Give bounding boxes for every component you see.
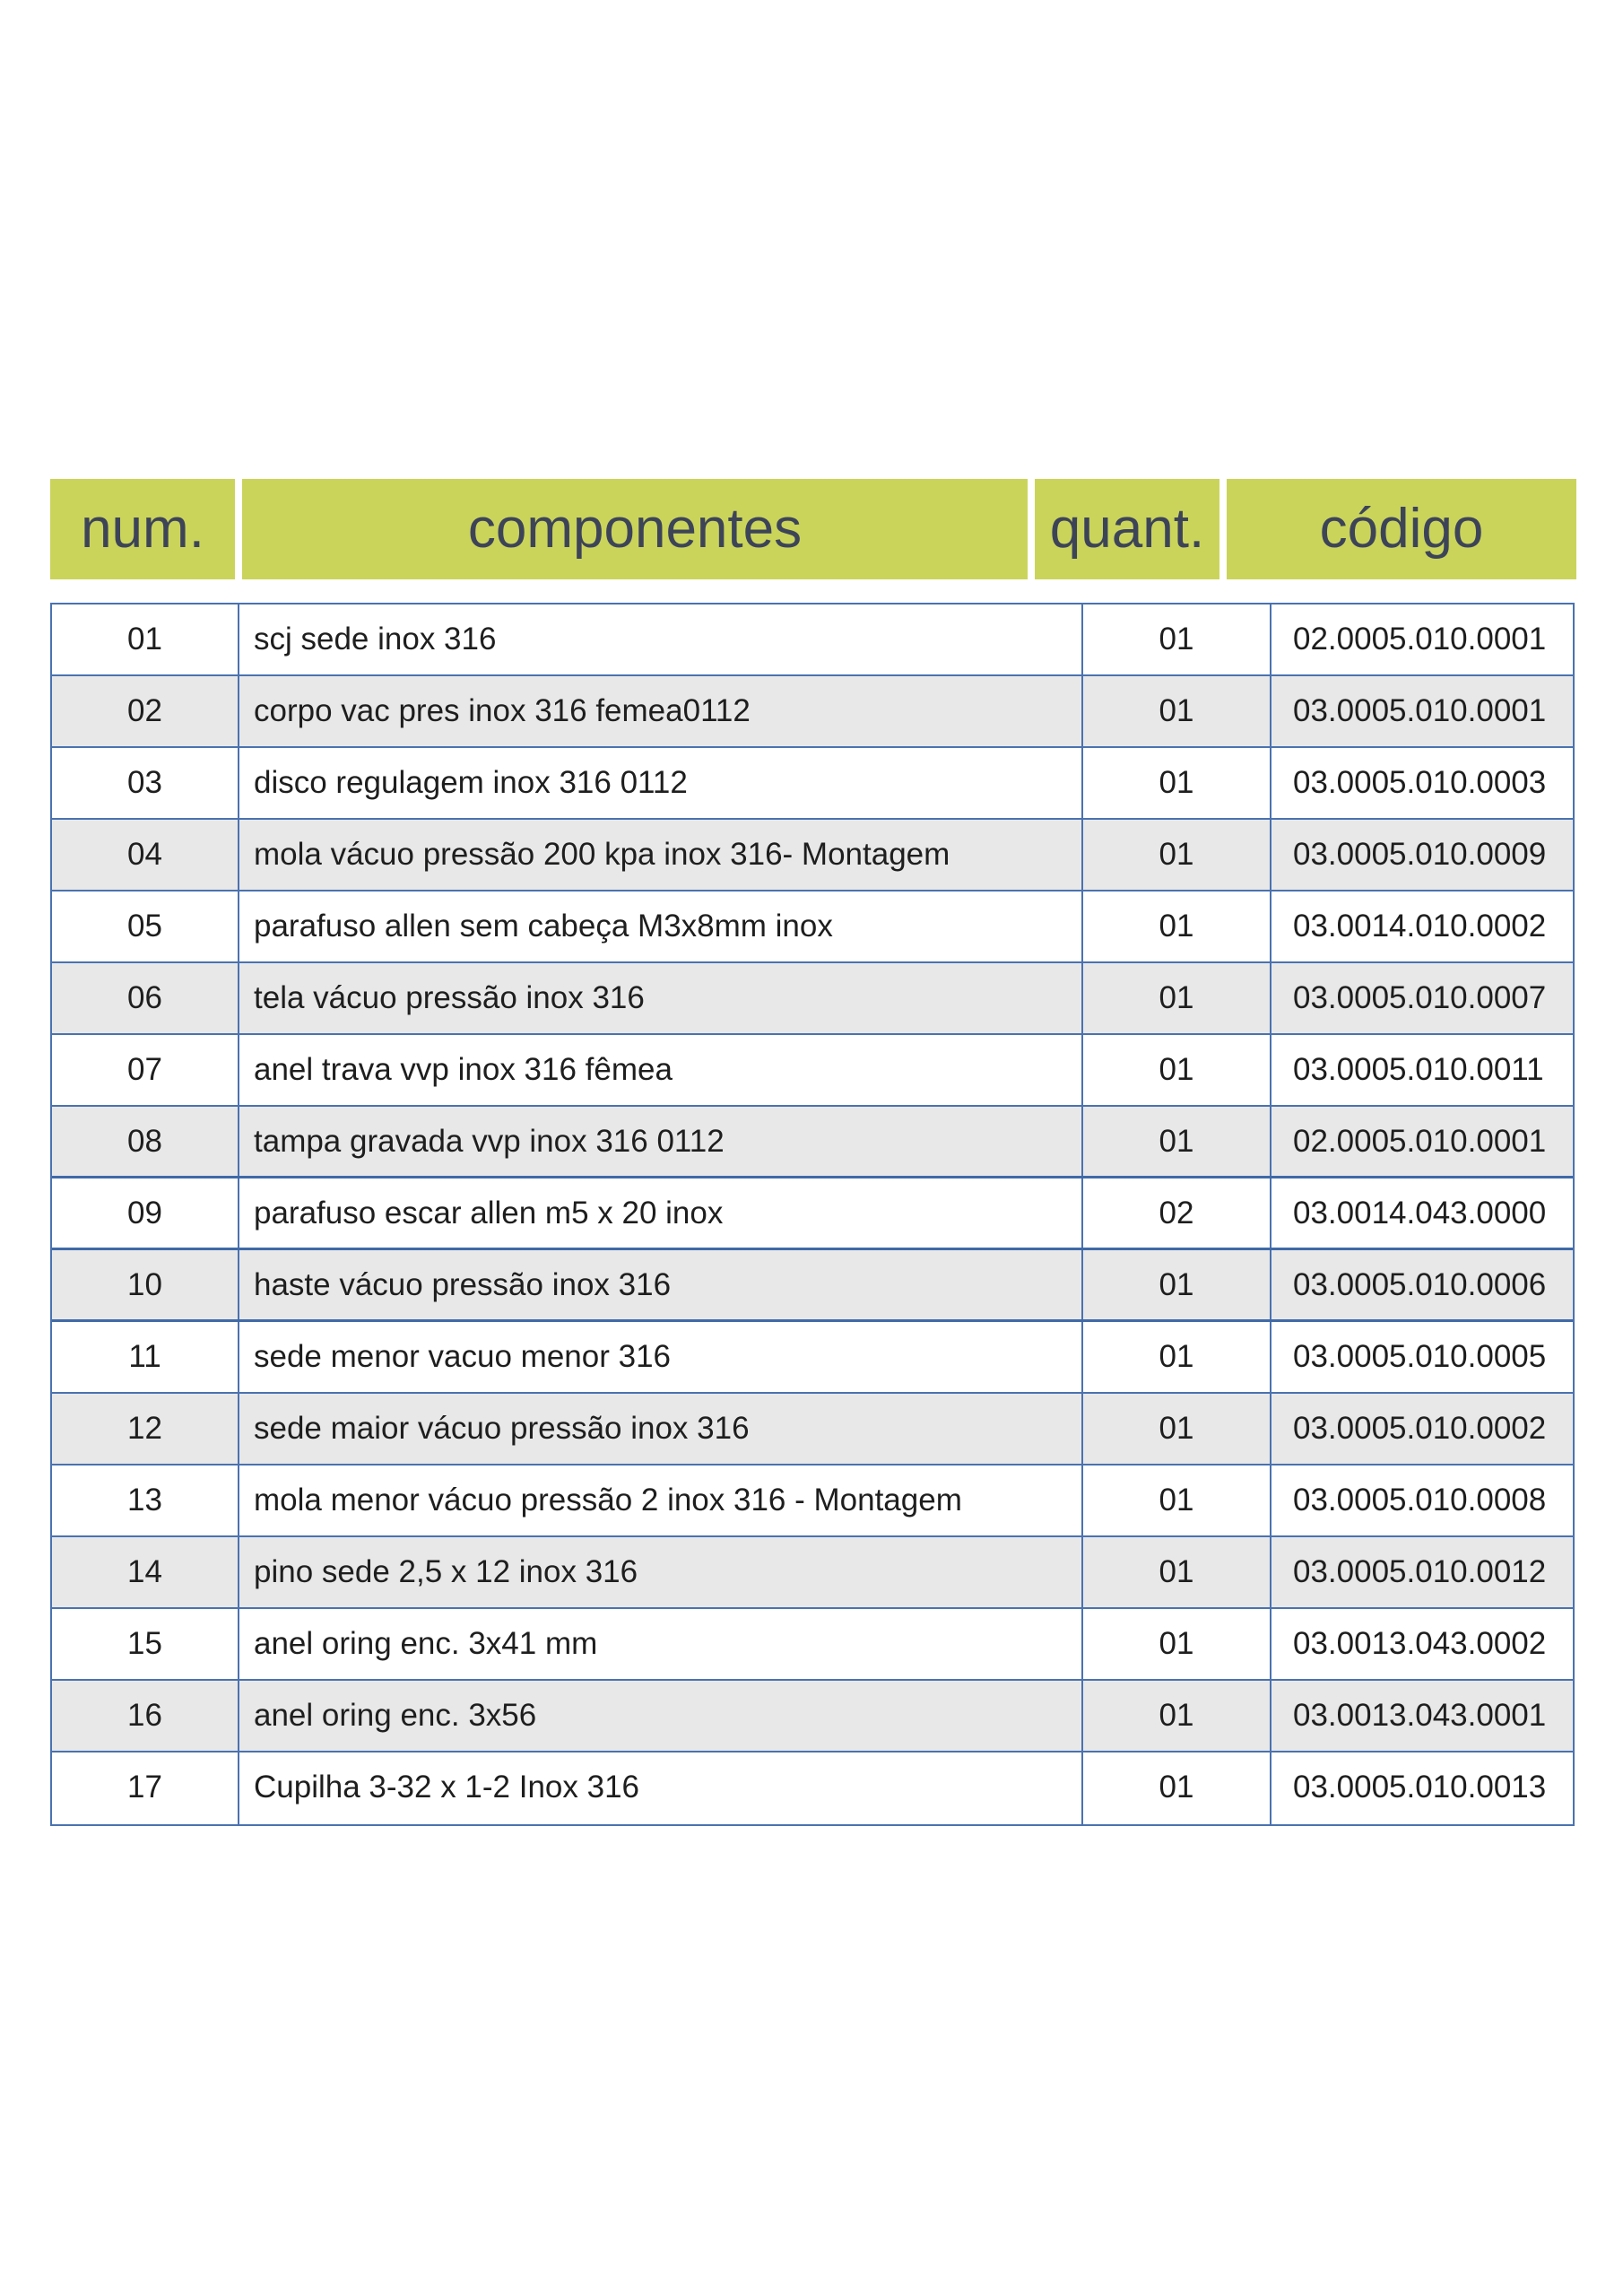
cell-componente: corpo vac pres inox 316 femea0112 xyxy=(239,676,1083,746)
cell-codigo: 03.0013.043.0002 xyxy=(1293,1626,1547,1661)
cell-num: 17 xyxy=(52,1752,239,1824)
cell-componente: sede menor vacuo menor 316 xyxy=(239,1322,1083,1392)
cell-quant: 01 xyxy=(1083,1107,1271,1176)
cell-componente: anel trava vvp inox 316 fêmea xyxy=(239,1035,1083,1105)
cell-codigo: 03.0005.010.0013 xyxy=(1293,1770,1547,1805)
cell-codigo: 03.0005.010.0002 xyxy=(1293,1411,1547,1446)
cell-num: 09 xyxy=(52,1178,239,1248)
cell-quant: 01 xyxy=(1083,1322,1271,1392)
cell-codigo: 02.0005.010.0001 xyxy=(1293,1124,1547,1159)
cell-num: 03 xyxy=(52,748,239,818)
cell-codigo: 03.0013.043.0001 xyxy=(1293,1698,1547,1733)
cell-componente: tampa gravada vvp inox 316 0112 xyxy=(239,1107,1083,1176)
cell-codigo: 02.0005.010.0001 xyxy=(1293,622,1547,657)
cell-codigo: 03.0005.010.0003 xyxy=(1293,765,1547,800)
cell-quant: 01 xyxy=(1083,1035,1271,1105)
cell-num: 02 xyxy=(52,676,239,746)
cell-quant: 01 xyxy=(1083,1752,1271,1824)
cell-quant: 01 xyxy=(1083,820,1271,890)
cell-quant: 01 xyxy=(1083,1537,1271,1607)
components-table xyxy=(50,603,1575,1826)
cell-componente: disco regulagem inox 316 0112 xyxy=(239,748,1083,818)
cell-num: 07 xyxy=(52,1035,239,1105)
cell-componente: scj sede inox 316 xyxy=(239,604,1083,674)
table-header xyxy=(50,479,1576,579)
cell-componente: parafuso allen sem cabeça M3x8mm inox xyxy=(239,891,1083,961)
cell-componente: anel oring enc. 3x41 mm xyxy=(239,1609,1083,1679)
table-row xyxy=(52,1465,1573,1537)
cell-num: 11 xyxy=(52,1322,239,1392)
table-row xyxy=(52,1035,1573,1107)
table-row xyxy=(52,1752,1573,1824)
table-row xyxy=(52,676,1573,748)
cell-codigo: 03.0014.043.0000 xyxy=(1293,1196,1547,1231)
cell-codigo: 03.0005.010.0005 xyxy=(1293,1339,1547,1374)
cell-num: 08 xyxy=(52,1107,239,1176)
cell-codigo: 03.0005.010.0009 xyxy=(1293,837,1547,872)
cell-componente: parafuso escar allen m5 x 20 inox xyxy=(239,1178,1083,1248)
header-num: num. xyxy=(50,479,235,579)
cell-codigo: 03.0005.010.0007 xyxy=(1293,980,1547,1015)
cell-num: 06 xyxy=(52,963,239,1033)
cell-quant: 01 xyxy=(1083,1609,1271,1679)
table-row xyxy=(52,1107,1573,1178)
table-row xyxy=(52,1681,1573,1752)
cell-componente: sede maior vácuo pressão inox 316 xyxy=(239,1394,1083,1464)
table-row xyxy=(52,1322,1573,1394)
header-componentes: componentes xyxy=(242,479,1028,579)
table-row xyxy=(52,891,1573,963)
cell-num: 13 xyxy=(52,1465,239,1535)
cell-quant: 01 xyxy=(1083,1681,1271,1751)
table-row xyxy=(52,1609,1573,1681)
cell-codigo: 03.0005.010.0011 xyxy=(1293,1052,1544,1087)
table-row xyxy=(52,1178,1573,1250)
table-row xyxy=(52,963,1573,1035)
header-quant: quant. xyxy=(1035,479,1219,579)
cell-quant: 01 xyxy=(1083,1250,1271,1319)
cell-codigo: 03.0005.010.0012 xyxy=(1293,1554,1547,1589)
cell-quant: 01 xyxy=(1083,1465,1271,1535)
cell-componente: anel oring enc. 3x56 xyxy=(239,1681,1083,1751)
cell-quant: 02 xyxy=(1083,1178,1271,1248)
table-row xyxy=(52,820,1573,891)
cell-componente: tela vácuo pressão inox 316 xyxy=(239,963,1083,1033)
cell-componente: mola vácuo pressão 200 kpa inox 316- Montagem xyxy=(239,820,1083,890)
table-row xyxy=(52,1537,1573,1609)
table-row xyxy=(52,1394,1573,1465)
cell-quant: 01 xyxy=(1083,748,1271,818)
cell-quant: 01 xyxy=(1083,676,1271,746)
cell-num: 16 xyxy=(52,1681,239,1751)
table-row xyxy=(52,1250,1573,1322)
cell-num: 14 xyxy=(52,1537,239,1607)
cell-quant: 01 xyxy=(1083,963,1271,1033)
cell-num: 12 xyxy=(52,1394,239,1464)
cell-num: 01 xyxy=(52,604,239,674)
cell-componente: pino sede 2,5 x 12 inox 316 xyxy=(239,1537,1083,1607)
cell-num: 15 xyxy=(52,1609,239,1679)
cell-componente: Cupilha 3-32 x 1-2 Inox 316 xyxy=(239,1752,1083,1824)
cell-quant: 01 xyxy=(1083,1394,1271,1464)
table-row xyxy=(52,604,1573,676)
cell-num: 05 xyxy=(52,891,239,961)
cell-componente: haste vácuo pressão inox 316 xyxy=(239,1250,1083,1319)
cell-codigo: 03.0005.010.0006 xyxy=(1293,1267,1547,1302)
cell-quant: 01 xyxy=(1083,891,1271,961)
cell-codigo: 03.0014.010.0002 xyxy=(1293,909,1547,944)
cell-codigo: 03.0005.010.0001 xyxy=(1293,693,1547,728)
cell-num: 04 xyxy=(52,820,239,890)
header-codigo: código xyxy=(1227,479,1576,579)
table-row xyxy=(52,748,1573,820)
cell-componente: mola menor vácuo pressão 2 inox 316 - Montagem xyxy=(239,1465,1083,1535)
cell-num: 10 xyxy=(52,1250,239,1319)
cell-codigo: 03.0005.010.0008 xyxy=(1293,1483,1547,1518)
cell-quant: 01 xyxy=(1083,604,1271,674)
